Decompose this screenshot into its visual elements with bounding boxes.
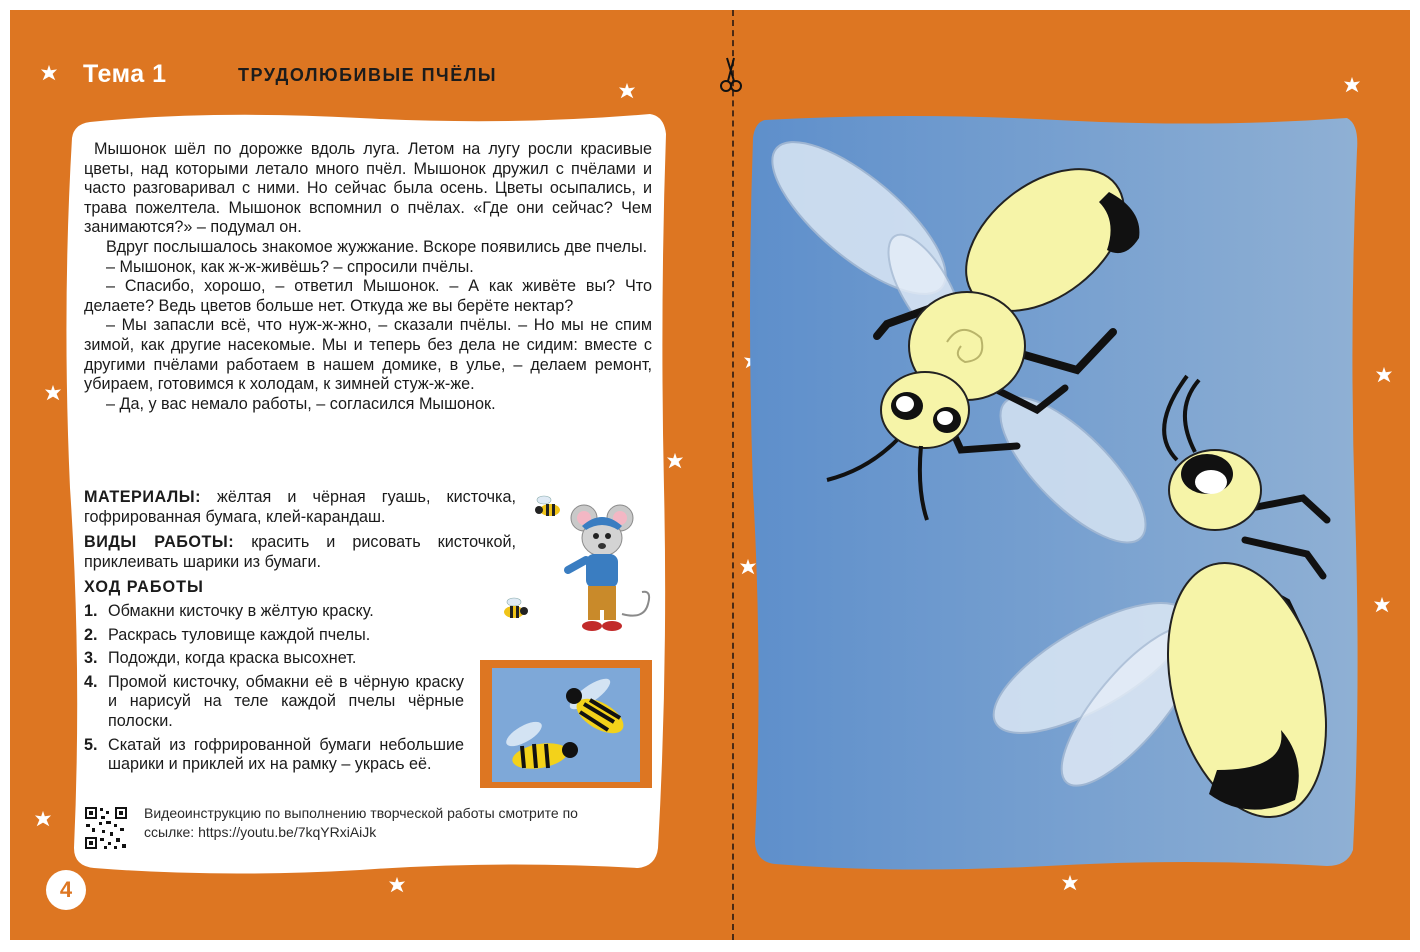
step-text: Скатай из гофрированной бумаги небольшие шарики и приклей их на рамку – укрась её. (108, 735, 464, 774)
step-item (84, 649, 464, 669)
story-paragraph: – Мы запасли всё, что нуж-ж-жно, – сказали пчёлы. – Но мы не спим зимой, как другие насекомые. Мы и теперь без дела не сидим: вместе с другими пчёлами работаем в нашем домике, в улье, – делаем ремонт, убираем, готовимся к холодам, к зимней стуж-ж-же. (84, 316, 652, 394)
materials-line (84, 488, 516, 527)
story-paragraph: Мышонок шёл по дорожке вдоль луга. Летом на лугу росли красивые цветы, над которыми летало много пчёл. Мышонок дружил с пчёлами и часто разговаривал с ними. Но сейчас была осень. Цветы осыпались, и трава пожелтела. Мышонок вспомнил о пчёлах. «Где они сейчас? Чем занимаются?» – подумал он. (84, 140, 652, 237)
leaf-icon (40, 64, 58, 82)
step-item (84, 673, 464, 732)
step-text: Подожди, когда краска высохнет. (108, 649, 357, 668)
leaf-icon (618, 82, 636, 100)
leaf-icon (1343, 76, 1361, 94)
step-number: 5. (84, 735, 98, 754)
work-types-line (84, 533, 516, 572)
video-instruction (144, 804, 614, 842)
video-instruction-text: Видеоинструкцию по выполнению творческой работы смотрите по ссылке: (144, 805, 578, 840)
story-paragraph: – Мышонок, как ж-ж-живёшь? – спросили пчёлы. (106, 257, 474, 276)
materials-text: жёлтая и чёрная гуашь, кисточка, гофрированная бумага, клей-карандаш. (84, 488, 516, 526)
step-text: Обмакни кисточку в жёлтую краску. (108, 601, 374, 620)
step-text: Промой кисточку, обмакни её в чёрную краску и нарисуй на теле каждой пчелы чёрные полоски. (108, 672, 464, 730)
step-number: 2. (84, 625, 98, 644)
book-spread (10, 10, 1410, 940)
story-paragraph: Вдруг послышалось знакомое жужжание. Вскоре появились две пчелы. (106, 237, 648, 256)
video-link[interactable]: https://youtu.be/7kqYRxiAiJk (198, 824, 377, 840)
leaf-icon (1373, 596, 1391, 614)
story-paragraph: – Спасибо, хорошо, – ответил Мышонок. – А как живёте вы? Что делаете? Ведь цветов больше нет. Откуда же вы берёте нектар? (84, 277, 652, 315)
materials-label: МАТЕРИАЛЫ: (84, 488, 201, 506)
topic-label: Тема 1 (83, 60, 167, 88)
mouse-character (548, 496, 658, 636)
work-progress-heading: ХОД РАБОТЫ (84, 578, 204, 597)
topic-title: ТРУДОЛЮБИВЫЕ ПЧЁЛЫ (238, 65, 497, 85)
work-types-label: ВИДЫ РАБОТЫ: (84, 533, 235, 552)
bees-illustration (747, 110, 1361, 870)
steps-list (84, 602, 464, 775)
step-text: Раскрась туловище каждой пчелы. (108, 625, 371, 644)
instructions-block (84, 488, 516, 779)
leaf-icon (1061, 874, 1079, 892)
step-number: 4. (84, 672, 98, 691)
step-item (84, 626, 464, 646)
sample-work-photo (480, 660, 652, 788)
fold-line (732, 10, 734, 940)
story-paragraph: – Да, у вас немало работы, – согласился Мышонок. (106, 394, 496, 413)
bee-icon (498, 596, 530, 622)
page-number: 4 (46, 870, 86, 910)
bee-icon (532, 494, 564, 520)
step-number: 3. (84, 649, 98, 668)
step-item (84, 602, 464, 622)
left-page (10, 10, 733, 940)
leaf-icon (34, 810, 52, 828)
step-item (84, 736, 464, 775)
step-number: 1. (84, 601, 98, 620)
leaf-icon (1375, 366, 1393, 384)
story-block (84, 140, 652, 414)
qr-code-icon[interactable] (84, 806, 128, 850)
scissors-icon (716, 54, 744, 94)
work-types-text: красить и рисовать кисточкой, приклеивать шарики из бумаги. (84, 533, 516, 571)
